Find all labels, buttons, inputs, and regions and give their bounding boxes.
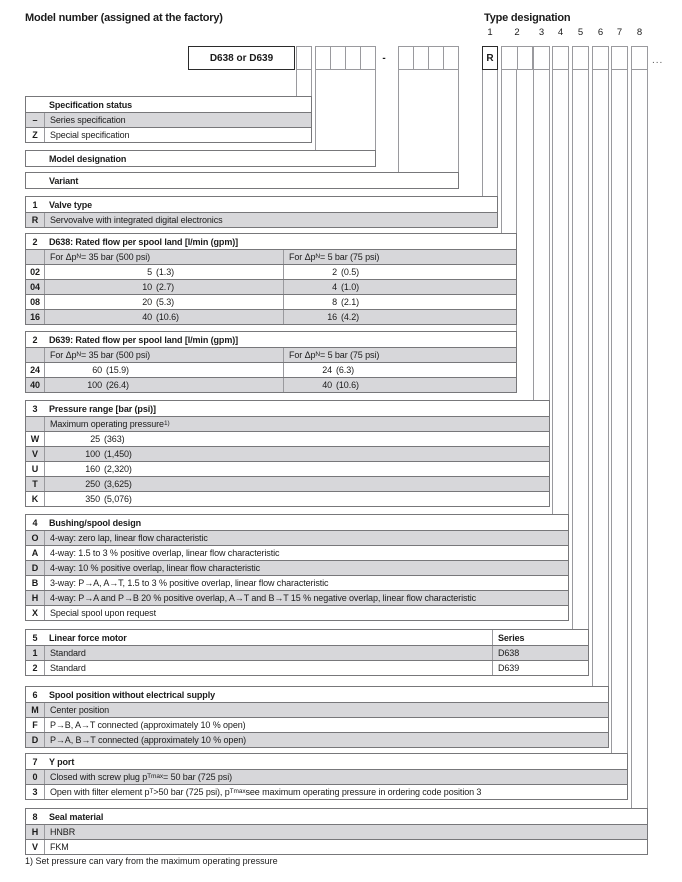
position-num: 7 <box>32 756 38 767</box>
code-cell <box>502 47 517 69</box>
row-code: V <box>26 840 45 854</box>
col-header-max-pressure: Maximum operating pressure 1) <box>50 419 170 429</box>
connector-line <box>588 70 589 629</box>
table-row <box>26 545 568 560</box>
table-row <box>26 112 311 127</box>
table-header <box>26 630 588 645</box>
position-num: 3 <box>32 403 38 414</box>
table-title: Linear force motor <box>49 632 127 643</box>
table-row <box>26 824 647 839</box>
spec-status-code-box <box>296 46 312 70</box>
row-desc: 4-way: 1.5 to 3 % positive overlap, linear flow characteristic <box>50 548 280 558</box>
position-num: 6 <box>32 689 38 700</box>
row-desc: Special specification <box>50 130 130 140</box>
type-box-1: R <box>482 46 498 70</box>
row-code: 1 <box>26 646 45 660</box>
connector-line <box>501 70 502 233</box>
row-code: 2 <box>26 661 45 675</box>
row-code: U <box>26 462 45 476</box>
table-spool-position <box>25 686 609 748</box>
table-valve-type <box>25 196 498 228</box>
table-row <box>26 127 311 142</box>
code-cell <box>428 47 443 69</box>
connector-line <box>568 70 569 514</box>
position-num: 5 <box>32 632 38 643</box>
row-code: O <box>26 531 45 545</box>
row-series: D638 <box>492 646 588 660</box>
position-number-3: 3 <box>538 27 545 38</box>
type-box-4 <box>552 46 569 70</box>
row-desc: 4-way: 10 % positive overlap, linear flow characteristic <box>50 563 260 573</box>
table-flow-d638 <box>25 233 517 325</box>
table-row <box>26 446 549 461</box>
position-number-6: 6 <box>597 27 604 38</box>
row-code: 0 <box>26 770 45 784</box>
pressure-value: 25 (363) <box>90 434 125 444</box>
ellipsis: ... <box>652 55 664 66</box>
flow-value: 2 (0.5) <box>332 267 360 277</box>
row-code: K <box>26 492 45 506</box>
column-header-row <box>26 347 516 362</box>
table-row <box>26 660 588 675</box>
row-desc: 4-way: zero lap, linear flow characteristic <box>50 533 208 543</box>
connector-line <box>631 70 632 808</box>
col-header-35bar: For Δp N = 35 bar (500 psi) <box>45 348 284 362</box>
table-row <box>26 431 549 446</box>
table-row <box>26 309 516 324</box>
type-designation-heading: Type designation <box>484 12 571 24</box>
connector-line <box>296 70 297 96</box>
pressure-value: 250 (3,625) <box>85 479 132 489</box>
table-header <box>26 332 516 347</box>
row-code: V <box>26 447 45 461</box>
table-header <box>26 754 627 769</box>
row-code <box>26 417 45 431</box>
row-code: T <box>26 477 45 491</box>
table-row <box>26 560 568 575</box>
table-row <box>26 605 568 620</box>
connector-line <box>592 70 593 686</box>
code-cell <box>345 47 360 69</box>
row-code <box>26 250 45 264</box>
connector-line <box>549 70 550 400</box>
table-title: Variant <box>49 175 79 186</box>
row-code: D <box>26 561 45 575</box>
pressure-value: 160 (2,320) <box>85 464 132 474</box>
table-row <box>26 575 568 590</box>
position-num: 4 <box>32 517 38 528</box>
table-title: D639: Rated flow per spool land [l/min (gpm)] <box>49 334 239 345</box>
flow-value: 8 (2.1) <box>332 297 360 307</box>
row-code: Z <box>26 128 45 142</box>
flow-value: 100 (26.4) <box>45 378 284 392</box>
table-linear-force-motor <box>25 629 589 676</box>
position-num: 1 <box>32 199 38 210</box>
connector-line <box>311 70 312 96</box>
table-row <box>26 732 608 747</box>
model-number-dash: - <box>382 52 386 64</box>
table-header <box>26 515 568 530</box>
row-desc: Series specification <box>50 115 126 125</box>
table-row <box>26 491 549 506</box>
table-row <box>26 476 549 491</box>
col-header-5bar: For Δp N = 5 bar (75 psi) <box>289 350 380 360</box>
position-number-4: 4 <box>557 27 564 38</box>
connector-line <box>516 70 517 233</box>
connector-line <box>533 70 534 400</box>
table-title: Seal material <box>49 811 104 822</box>
code-cell <box>399 47 413 69</box>
col-header-5bar: For Δp N = 5 bar (75 psi) <box>289 252 380 262</box>
row-code: 04 <box>26 280 45 294</box>
table-y-port <box>25 753 628 800</box>
flow-value: 40 (10.6) <box>322 380 359 390</box>
table-row <box>26 590 568 605</box>
table-header <box>26 809 647 824</box>
table-spec-status <box>25 96 312 143</box>
row-code: – <box>26 113 45 127</box>
connector-line <box>608 70 609 686</box>
table-title: Bushing/spool design <box>49 517 141 528</box>
column-header-row <box>26 249 516 264</box>
row-code: W <box>26 432 45 446</box>
code-cell <box>316 47 330 69</box>
table-title: Specification status <box>49 99 133 110</box>
table-variant <box>25 172 459 189</box>
row-code: 40 <box>26 378 45 392</box>
type-box-8 <box>631 46 648 70</box>
code-cell <box>413 47 428 69</box>
table-header <box>26 173 458 188</box>
position-number-7: 7 <box>616 27 623 38</box>
table-flow-d639 <box>25 331 517 393</box>
connector-line <box>398 70 399 172</box>
code-cell <box>517 47 533 69</box>
table-title: Valve type <box>49 199 93 210</box>
position-number-1: 1 <box>487 27 493 38</box>
row-code <box>26 348 45 362</box>
table-title: Pressure range [bar (psi)] <box>49 403 156 414</box>
row-code: D <box>26 733 45 747</box>
connector-line <box>315 70 316 150</box>
table-header <box>26 97 311 112</box>
connector-line <box>572 70 573 629</box>
connector-line <box>552 70 553 514</box>
table-row <box>26 461 549 476</box>
table-row <box>26 839 647 854</box>
table-row <box>26 645 588 660</box>
type-box-7 <box>611 46 628 70</box>
column-header-row <box>26 416 549 431</box>
row-code: 16 <box>26 310 45 324</box>
table-header <box>26 687 608 702</box>
row-desc: P→B, A→T connected (approximately 10 % open) <box>50 720 246 730</box>
table-row <box>26 702 608 717</box>
code-cell <box>330 47 345 69</box>
table-row <box>26 530 568 545</box>
type-box-5 <box>572 46 589 70</box>
row-code: F <box>26 718 45 732</box>
flow-value: 10 (2.7) <box>45 280 284 294</box>
row-code: 08 <box>26 295 45 309</box>
footnote: 1) Set pressure can vary from the maximum operating pressure <box>25 856 278 866</box>
row-desc: FKM <box>50 842 69 852</box>
row-desc: Standard <box>50 648 86 658</box>
connector-line <box>611 70 612 753</box>
flow-value: 4 (1.0) <box>332 282 360 292</box>
row-desc: Servovalve with integrated digital electronics <box>50 215 223 225</box>
table-header <box>26 197 497 212</box>
table-title: Model designation <box>49 153 127 164</box>
row-desc: HNBR <box>50 827 76 837</box>
table-bushing-spool <box>25 514 569 621</box>
flow-value: 24 (6.3) <box>322 365 355 375</box>
table-row <box>26 279 516 294</box>
row-desc: Special spool upon request <box>50 608 156 618</box>
pressure-value: 100 (1,450) <box>85 449 132 459</box>
position-number-5: 5 <box>577 27 584 38</box>
row-desc: Standard <box>50 663 86 673</box>
table-row <box>26 264 516 279</box>
type-box-2 <box>501 46 533 70</box>
flow-value: 40 (10.6) <box>45 310 284 324</box>
row-code: A <box>26 546 45 560</box>
row-desc: Open with filter element p T >50 bar (725 psi), p Tmax see maximum operating pressure in ordering code position 3 <box>50 787 482 797</box>
row-code: 3 <box>26 785 45 799</box>
table-header <box>26 151 375 166</box>
row-code: 02 <box>26 265 45 279</box>
flow-value: 5 (1.3) <box>45 265 284 279</box>
table-row <box>26 784 627 799</box>
factory-model-box: D638 or D639 <box>188 46 295 70</box>
row-desc: P→A, B→T connected (approximately 10 % open) <box>50 735 247 745</box>
type-box-3 <box>533 46 550 70</box>
row-code: B <box>26 576 45 590</box>
connector-line <box>497 70 498 196</box>
flow-value: 16 (4.2) <box>327 312 360 322</box>
table-seal-material <box>25 808 648 855</box>
connector-line <box>482 70 483 196</box>
row-code: R <box>26 213 45 227</box>
row-code: X <box>26 606 45 620</box>
connector-line <box>375 70 376 150</box>
connector-line <box>627 70 628 753</box>
table-row <box>26 212 497 227</box>
row-desc: Closed with screw plug p Tmax = 50 bar (725 psi) <box>50 772 233 782</box>
series-column-header: Series <box>492 630 588 645</box>
table-header <box>26 234 516 249</box>
table-pressure-range <box>25 400 550 507</box>
table-row <box>26 377 516 392</box>
position-num: 8 <box>32 811 38 822</box>
position-num: 2 <box>32 334 38 345</box>
table-title: Spool position without electrical supply <box>49 689 216 700</box>
table-row <box>26 362 516 377</box>
row-series: D639 <box>492 661 588 675</box>
table-row <box>26 294 516 309</box>
model-number-heading: Model number (assigned at the factory) <box>25 12 223 24</box>
code-cell <box>443 47 458 69</box>
table-model-designation <box>25 150 376 167</box>
row-desc: Center position <box>50 705 110 715</box>
connector-line <box>458 70 459 172</box>
type-box-6 <box>592 46 609 70</box>
code-cell <box>360 47 375 69</box>
row-code: M <box>26 703 45 717</box>
table-row <box>26 717 608 732</box>
table-row <box>26 769 627 784</box>
row-desc: 4-way: P→A and P→B 20 % positive overlap, A→T and B→T 15 % negative overlap, linear flow characteristic <box>50 593 477 603</box>
variant-code-box <box>398 46 459 70</box>
model-designation-code-box <box>315 46 376 70</box>
position-number-8: 8 <box>636 27 643 38</box>
row-code: H <box>26 825 45 839</box>
row-code: H <box>26 591 45 605</box>
connector-line <box>647 70 648 808</box>
position-number-2: 2 <box>514 27 520 38</box>
table-title: D638: Rated flow per spool land [l/min (gpm)] <box>49 236 239 247</box>
table-title: Y port <box>49 756 75 767</box>
flow-value: 60 (15.9) <box>45 363 284 377</box>
pressure-value: 350 (5,076) <box>85 494 132 504</box>
col-header-35bar: For Δp N = 35 bar (500 psi) <box>45 250 284 264</box>
row-desc: 3-way: P→A, A→T, 1.5 to 3 % positive overlap, linear flow characteristic <box>50 578 329 588</box>
flow-value: 20 (5.3) <box>45 295 284 309</box>
row-code: 24 <box>26 363 45 377</box>
position-num: 2 <box>32 236 38 247</box>
table-header <box>26 401 549 416</box>
